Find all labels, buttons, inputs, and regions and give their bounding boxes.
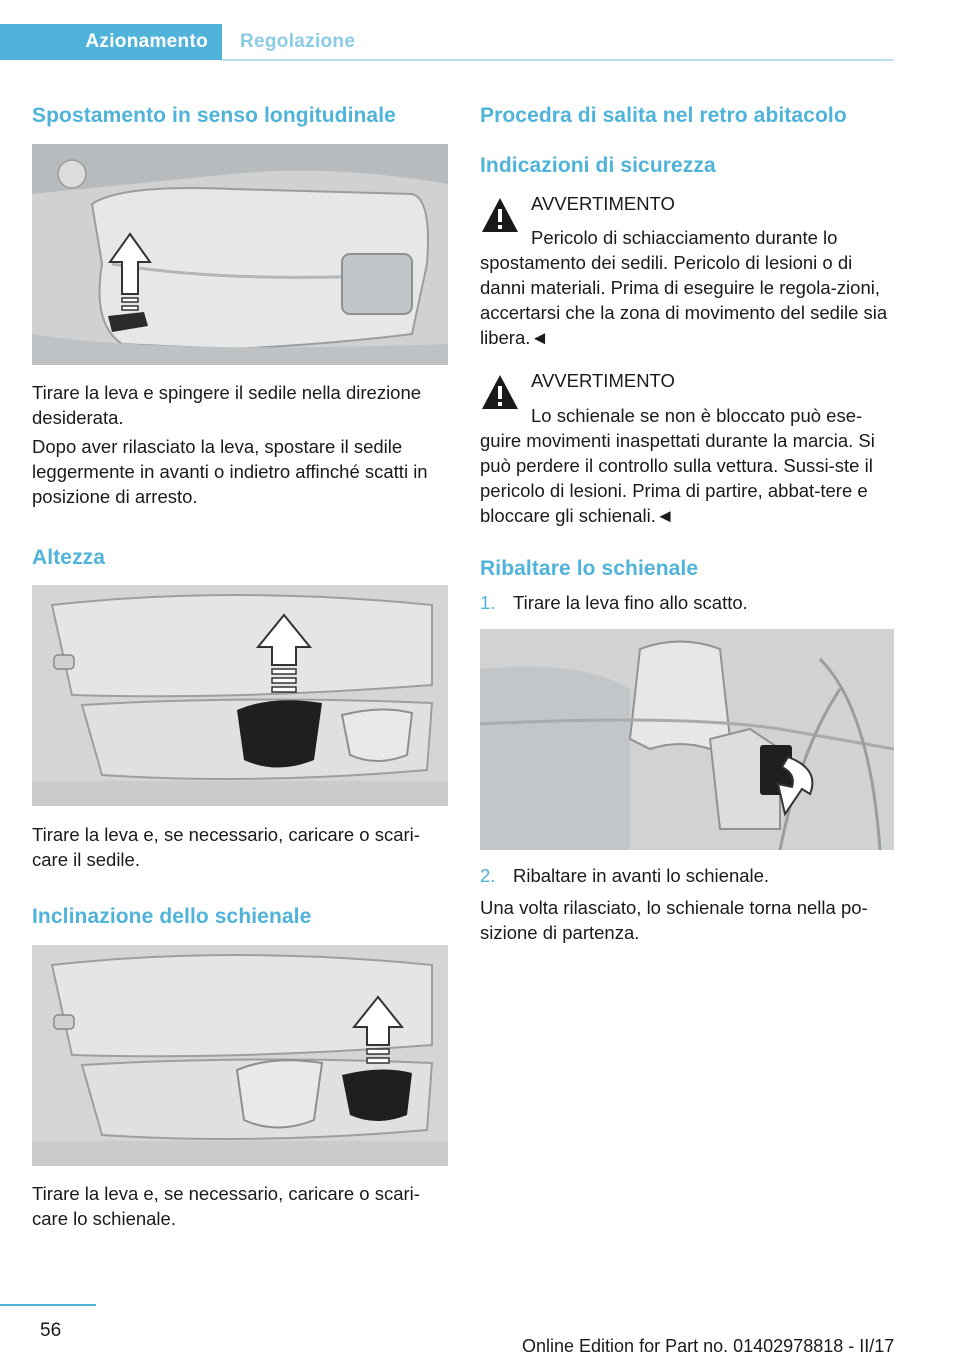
- illustration-seat-height: [32, 585, 448, 806]
- paragraph-backrest-1: Tirare la leva e, se necessario, caricare o scari-care lo schienale.: [32, 1183, 420, 1229]
- step-1-text: Tirare la leva fino allo scatto.: [513, 592, 748, 613]
- warning-1-title: AVVERTIMENTO: [531, 193, 675, 214]
- paragraph-longitudinal-2: Dopo aver rilasciato la leva, spostare il sedile leggermente in avanti o indietro affinché scatti in posizione di arresto.: [32, 436, 428, 507]
- header-tab-active: [0, 24, 222, 60]
- paragraph-longitudinal-1: Tirare la leva e spingere il sedile nella direzione desiderata.: [32, 382, 422, 428]
- paragraph-after-release: Una volta rilasciato, lo schienale torna nella po-sizione di partenza.: [480, 897, 868, 943]
- header-divider: [222, 59, 894, 61]
- section-title-safety: Indicazioni di sicurezza: [480, 154, 716, 177]
- edition-note: Online Edition for Part no. 01402978818 - II/17: [522, 1336, 895, 1356]
- section-title-longitudinal: Spostamento in senso longitudinale: [32, 104, 396, 127]
- warning-1-text: Pericolo di schiacciamento durante lo spostamento dei sedili. Pericolo di lesioni o di danni materiali. Prima di eseguire le regola-zioni, accertarsi che la zona di movimento del sedile sia libera.◄: [480, 227, 888, 348]
- paragraph-height-1: Tirare la leva e, se necessario, caricare o scari-care il sedile.: [32, 824, 420, 870]
- section-title-height: Altezza: [32, 546, 106, 569]
- step-1-number: 1.: [480, 592, 496, 613]
- section-title-fold-backrest: Ribaltare lo schienale: [480, 557, 699, 580]
- header-tab-inactive: Regolazione: [240, 31, 356, 52]
- header-tab-active-label: Azionamento: [85, 31, 208, 52]
- warning-2-text: Lo schienale se non è bloccato può ese-guire movimenti inaspettati durante la marcia. Si può perdere il controllo sulla vettura. Sussi-ste il pericolo di lesioni. Prima di partire, abbat-tere e bloccare gli schienali.◄: [480, 405, 875, 526]
- illustration-seat-longitudinal: [32, 144, 448, 365]
- footer-divider: [0, 1304, 96, 1306]
- warning-2-title: AVVERTIMENTO: [531, 370, 675, 391]
- illustration-seat-backrest: [32, 945, 448, 1166]
- page-number: 56: [40, 1320, 62, 1341]
- section-title-backrest-tilt: Inclinazione dello schienale: [32, 905, 312, 928]
- section-title-rear-entry: Procedra di salita nel retro abitacolo: [480, 104, 847, 127]
- step-2-number: 2.: [480, 865, 496, 886]
- illustration-fold-lever: [480, 629, 894, 850]
- step-2-text: Ribaltare in avanti lo schienale.: [513, 865, 770, 886]
